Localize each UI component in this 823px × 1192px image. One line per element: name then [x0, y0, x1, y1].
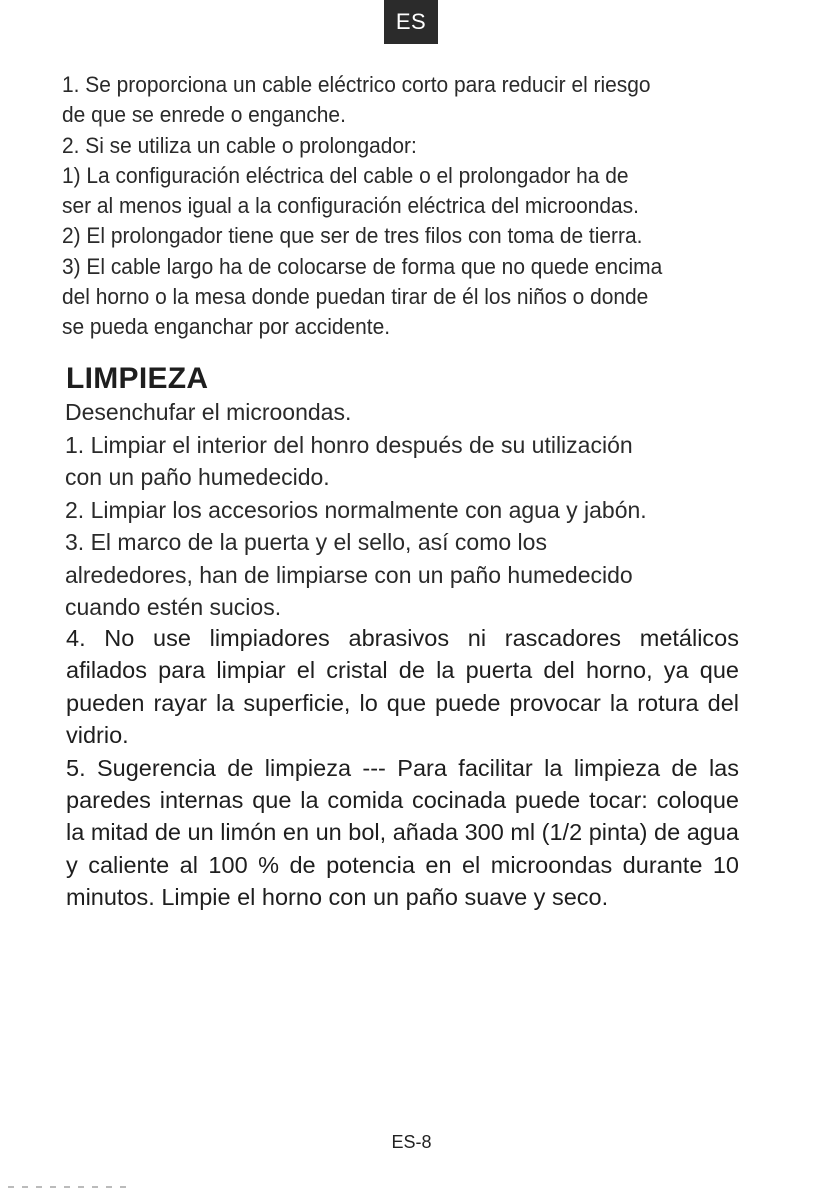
cleaning-step-3: 3. El marco de la puerta y el sello, así como los	[65, 529, 547, 555]
cleaning-step-1: 1. Limpiar el interior del honro después de su utilización	[65, 431, 633, 458]
cable-note-line: ser al menos igual a la configuración eléctrica del microondas.	[62, 193, 639, 219]
cleaning-step-5: 5. Sugerencia de limpieza --- Para facilitar la limpieza de las paredes internas que la comida cocinada puede tocar: coloque la mitad de un limón en un bol, añada 300 ml (1/2 pinta) de agua y caliente al 100 % de potencia en el microondas durante 10 minutos. Limpie el horno con un paño suave y seco.	[66, 754, 739, 911]
cable-note-line: 1. Se proporciona un cable eléctrico corto para reducir el riesgo	[62, 72, 651, 97]
cleaning-intro: Desenchufar el microondas.	[65, 399, 352, 425]
language-tab: ES	[384, 0, 438, 44]
cable-note-line: de que se enrede o enganche.	[62, 102, 346, 128]
cable-note-line: se pueda enganchar por accidente.	[62, 314, 391, 340]
cleaning-step-3-cont: alrededores, han de limpiarse con un paño humedecido	[65, 561, 633, 588]
cleaning-advice	[66, 622, 739, 914]
cleaning-step-1-cont: con un paño humedecido.	[65, 464, 330, 490]
cable-note-line: 2) El prolongador tiene que ser de tres filos con toma de tierra.	[62, 223, 643, 249]
cable-note-line: 1) La configuración eléctrica del cable o el prolongador ha de	[62, 162, 629, 188]
cable-note-line: del horno o la mesa donde puedan tirar de él los niños o donde	[62, 284, 649, 310]
cleaning-step-3-cont: cuando estén sucios.	[65, 594, 282, 620]
cleaning-steps	[65, 396, 745, 624]
section-title-cleaning: LIMPIEZA	[66, 362, 209, 395]
print-mark	[8, 1186, 128, 1188]
cable-safety-notes	[62, 70, 704, 343]
cleaning-step-4: 4. No use limpiadores abrasivos ni rascadores metálicos afilados para limpiar el cristal de la puerta del horno, ya que pueden rayar la superficie, lo que puede provocar la rotura del vidrio.	[66, 625, 739, 749]
cleaning-step-2: 2. Limpiar los accesorios normalmente con agua y jabón.	[65, 496, 647, 523]
page-number: ES-8	[391, 1132, 432, 1152]
cable-note-line: 3) El cable largo ha de colocarse de forma que no quede encima	[62, 253, 663, 279]
cable-note-line: 2. Si se utiliza un cable o prolongador:	[62, 132, 417, 158]
